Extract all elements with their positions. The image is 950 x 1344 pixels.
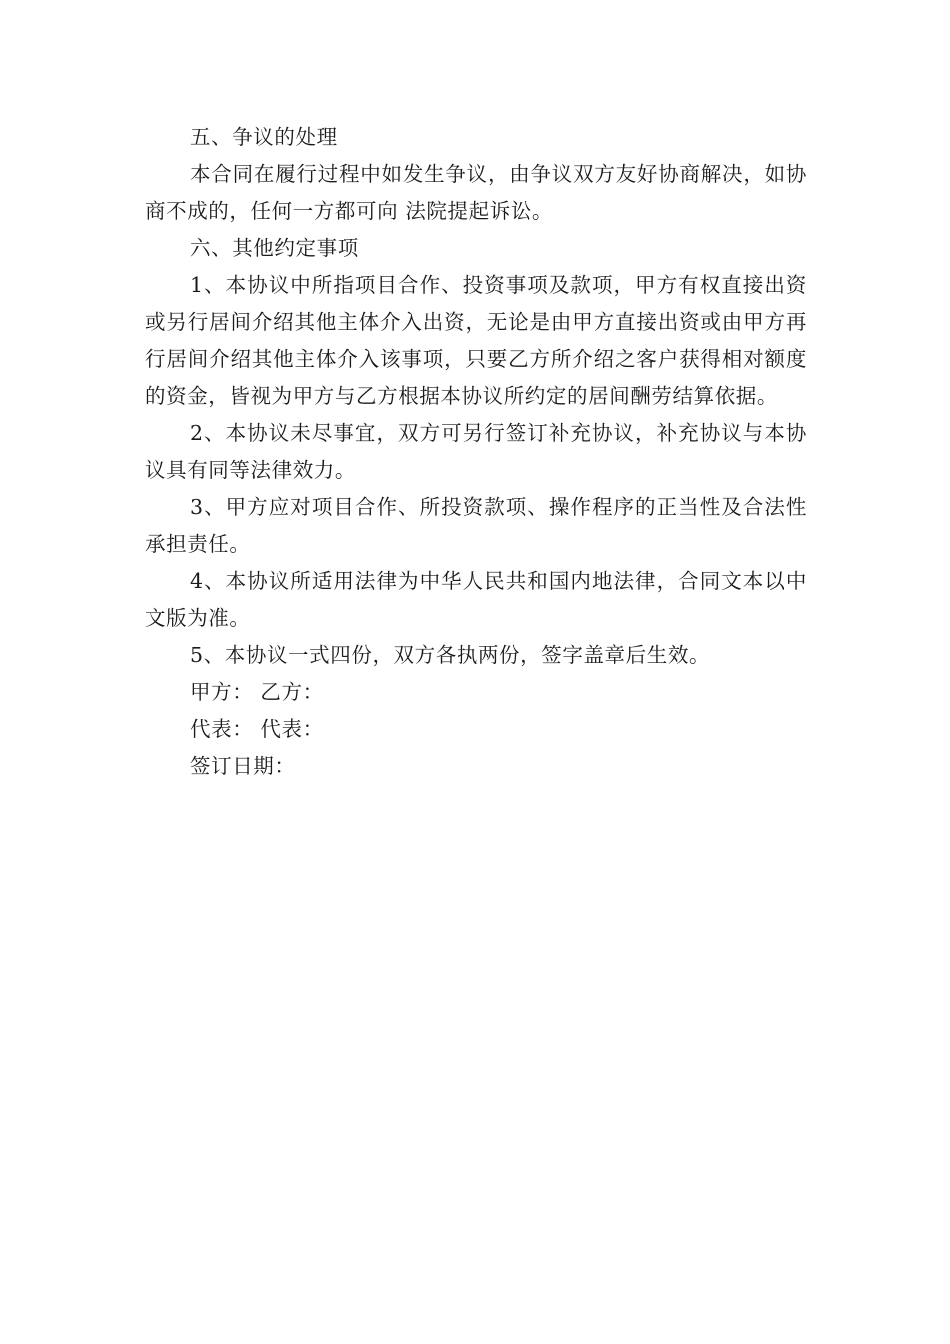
signature-date-line: 签订日期： [190,754,296,778]
document-page [145,119,807,785]
dispute-paragraph: 本合同在履行过程中如发生争议，由争议双方友好协商解决，如协商不成的，任何一方都可向 法院提起诉讼。 [145,162,807,223]
signature-representatives-line: 代表： 代表： [190,717,324,741]
section-heading-dispute: 五、争议的处理 [190,125,338,149]
clause-4-paragraph: 4、本协议所适用法律为中华人民共和国内地法律，合同文本以中文版为准。 [145,569,807,630]
section-heading-other-terms: 六、其他约定事项 [190,236,359,260]
clause-5-paragraph: 5、本协议一式四份，双方各执两份，签字盖章后生效。 [190,643,711,667]
clause-2-paragraph: 2、本协议未尽事宜，双方可另行签订补充协议，补充协议与本协议具有同等法律效力。 [145,421,807,482]
clause-3-paragraph: 3、甲方应对项目合作、所投资款项、操作程序的正当性及合法性承担责任。 [145,495,807,556]
clause-1-paragraph: 1、本协议中所指项目合作、投资事项及款项，甲方有权直接出资或另行居间介绍其他主体介入出资，无论是由甲方直接出资或由甲方再行居间介绍其他主体介入该事项，只要乙方所介绍之客户获得相对额度的资金，皆视为甲方与乙方根据本协议所约定的居间酬劳结算依据。 [145,273,807,408]
signature-parties-line: 甲方： 乙方： [190,680,324,704]
